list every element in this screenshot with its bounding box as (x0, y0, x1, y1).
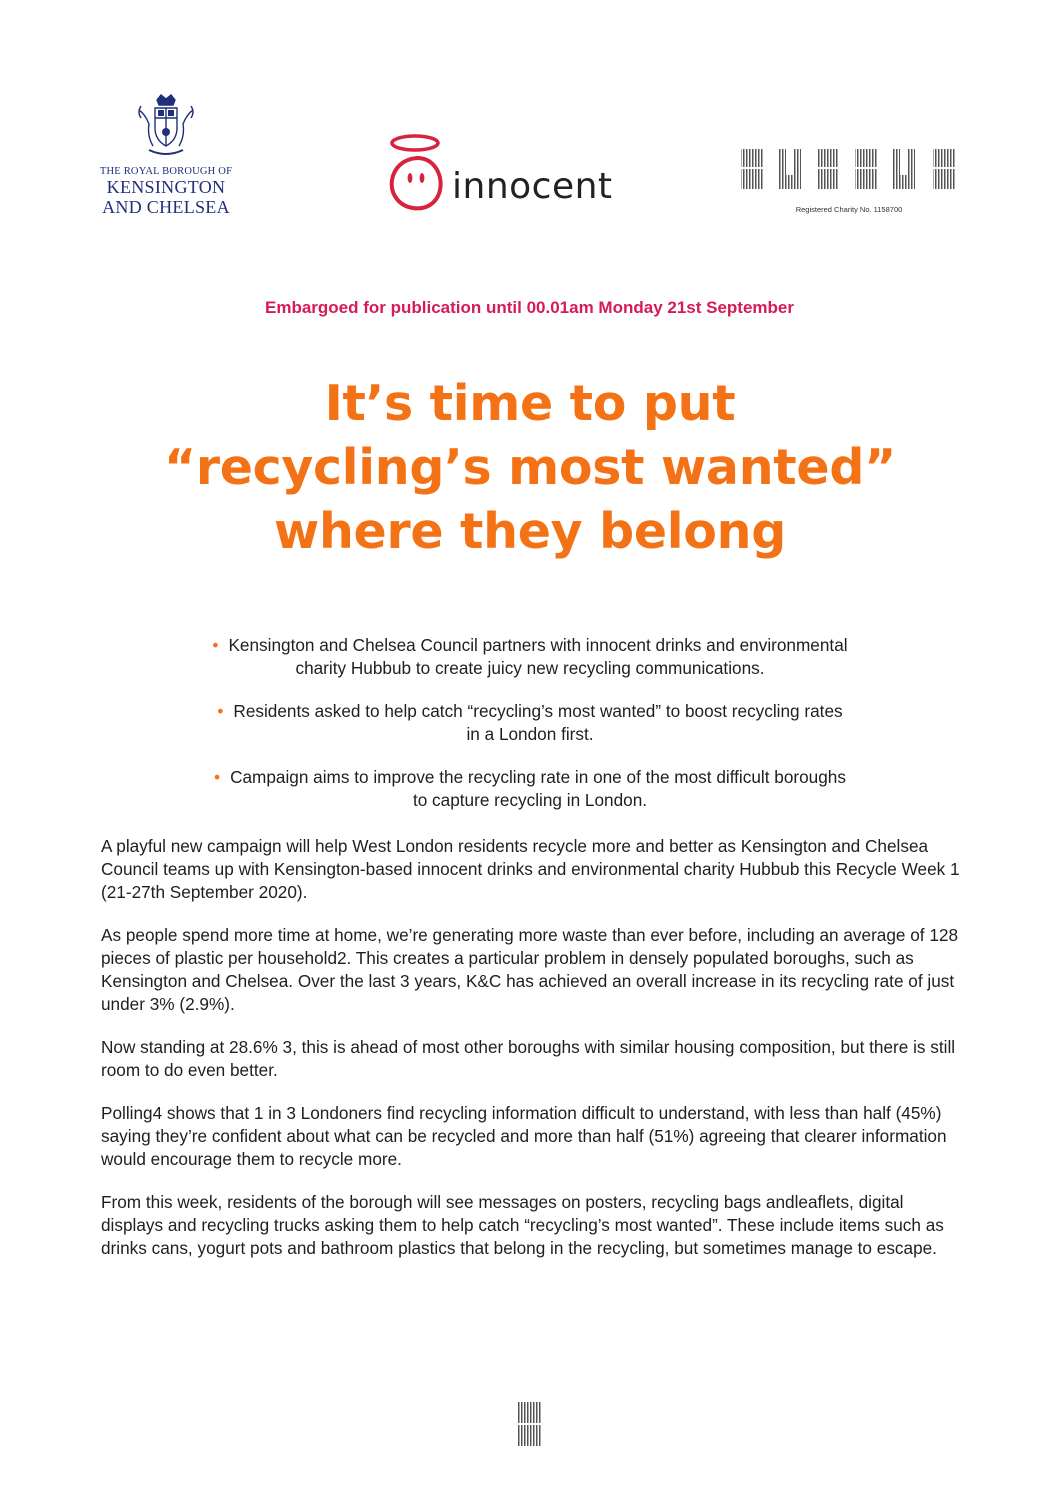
headline-line3: where they belong (273, 503, 786, 560)
kensington-chelsea-logo (96, 92, 236, 217)
key-point-line2: to capture recycling in London. (412, 790, 648, 810)
key-point-line2: in a London first. (466, 724, 594, 744)
key-point-line1: Residents asked to help catch “recycling’s most wanted” to boost recycling rates (233, 701, 843, 721)
kc-logo-line3: AND CHELSEA (102, 197, 230, 217)
borough-crest-icon (131, 92, 201, 160)
innocent-wordmark: innocent (452, 166, 613, 207)
body-paragraph: Now standing at 28.6% 3, this is ahead of most other boroughs with similar housing composition, but there is still room to do even better. (101, 1037, 956, 1080)
key-point-line1: Kensington and Chelsea Council partners with innocent drinks and environmental (228, 635, 848, 655)
key-points-list (140, 634, 920, 832)
embargo-notice: Embargoed for publication until 00.01am Monday 21st September (264, 298, 794, 317)
hubbub-charity-number: Registered Charity No. 1158700 (795, 205, 903, 214)
body-paragraph: Polling4 shows that 1 in 3 Londoners find recycling information difficult to understand, with less than half (45%) saying they’re confident about what can be recycled and more than half (51%) agreeing that clearer information would encourage them to recycle more. (101, 1103, 947, 1169)
hubbub-striped-mark-icon (518, 1402, 542, 1446)
kc-logo-line1: THE ROYAL BOROUGH OF (99, 166, 233, 177)
headline-line1: It’s time to put (324, 375, 736, 432)
bullet-marker: • (217, 701, 224, 721)
headline (80, 372, 980, 564)
key-point (140, 700, 920, 746)
body-paragraph: From this week, residents of the borough will see messages on posters, recycling bags andleaflets, digital displays and recycling trucks asking them to help catch “recycling’s most wanted”. These include items such as drinks cans, yogurt pots and bathroom plastics that belong in the recycling, but sometimes manage to escape. (101, 1192, 944, 1258)
innocent-logo (385, 132, 635, 218)
body-paragraph: A playful new campaign will help West London residents recycle more and better as Kensington and Chelsea Council teams up with Kensington-based innocent drinks and environmental charity Hubbub this Recycle Week 1 (21-27th September 2020). (101, 836, 960, 902)
key-point (140, 634, 920, 680)
key-point-line1: Campaign aims to improve the recycling rate in one of the most difficult boroughs (230, 767, 846, 787)
kc-logo-line2: KENSINGTON (106, 177, 226, 197)
bullet-marker: • (212, 635, 219, 655)
key-point (140, 766, 920, 812)
key-point-line2: charity Hubbub to create juicy new recycling communications. (295, 658, 765, 678)
body-text (101, 835, 966, 1280)
hubbub-striped-wordmark-icon (737, 145, 961, 193)
bullet-marker: • (214, 767, 221, 787)
innocent-face-halo-icon (385, 132, 449, 214)
hubbub-logo (737, 145, 961, 220)
headline-line2: “recycling’s most wanted” (163, 439, 897, 496)
body-paragraph: As people spend more time at home, we’re generating more waste than ever before, including an average of 128 pieces of plastic per household2. This creates a particular problem in densely populated boroughs, such as Kensington and Chelsea. Over the last 3 years, K&C has achieved an overall increase in its recycling rate of just under 3% (2.9%). (101, 925, 959, 1014)
